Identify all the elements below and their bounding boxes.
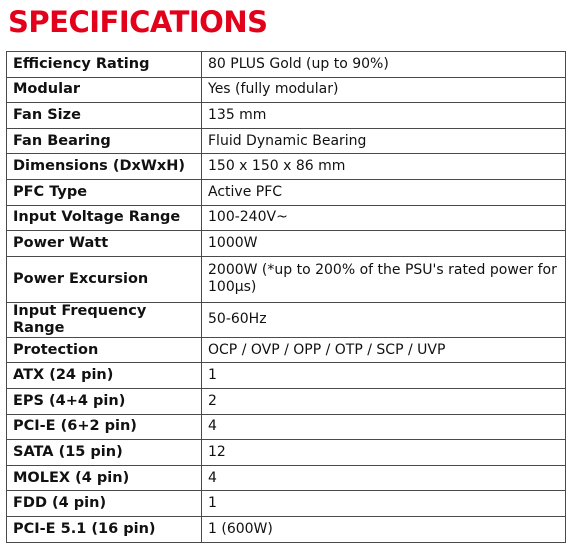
spec-label: Power Watt [7,231,202,257]
spec-value: Fluid Dynamic Bearing [202,128,566,154]
table-row [7,103,566,129]
spec-label: Fan Bearing [7,128,202,154]
spec-value: 150 x 150 x 86 mm [202,154,566,180]
spec-value: 12 [202,440,566,466]
spec-value: 100-240V~ [202,205,566,231]
spec-label: ATX (24 pin) [7,363,202,389]
spec-value: 80 PLUS Gold (up to 90%) [202,52,566,78]
spec-value: OCP / OVP / OPP / OTP / SCP / UVP [202,337,566,363]
spec-label: SATA (15 pin) [7,440,202,466]
table-row [7,465,566,491]
table-row [7,516,566,542]
spec-value: 1 [202,491,566,517]
spec-value: 1 (600W) [202,516,566,542]
spec-label: PFC Type [7,179,202,205]
table-row [7,302,566,337]
page-title: SPECIFICATIONS [8,5,268,39]
table-row [7,414,566,440]
spec-label: Input Frequency Range [7,302,202,337]
table-row [7,363,566,389]
table-row [7,179,566,205]
spec-value: 4 [202,465,566,491]
spec-value: 2000W (*up to 200% of the PSU's rated power for 100µs) [202,256,566,302]
table-row [7,52,566,78]
spec-value: 2 [202,388,566,414]
spec-label: Fan Size [7,103,202,129]
spec-value: Active PFC [202,179,566,205]
table-row [7,154,566,180]
specifications-table [6,51,566,543]
spec-value: Yes (fully modular) [202,77,566,103]
spec-label: PCI-E (6+2 pin) [7,414,202,440]
table-row [7,337,566,363]
spec-label: Modular [7,77,202,103]
spec-value: 50-60Hz [202,302,566,337]
spec-label: FDD (4 pin) [7,491,202,517]
spec-label: EPS (4+4 pin) [7,388,202,414]
spec-label: MOLEX (4 pin) [7,465,202,491]
spec-value: 1000W [202,231,566,257]
spec-value: 4 [202,414,566,440]
spec-label: Power Excursion [7,256,202,302]
table-row [7,388,566,414]
spec-value: 1 [202,363,566,389]
spec-label: Dimensions (DxWxH) [7,154,202,180]
table-row [7,77,566,103]
table-row [7,491,566,517]
table-row [7,205,566,231]
spec-label: Efficiency Rating [7,52,202,78]
table-row [7,128,566,154]
spec-value: 135 mm [202,103,566,129]
table-row [7,231,566,257]
table-row [7,256,566,302]
spec-label: Protection [7,337,202,363]
table-row [7,440,566,466]
spec-label: Input Voltage Range [7,205,202,231]
spec-label: PCI-E 5.1 (16 pin) [7,516,202,542]
